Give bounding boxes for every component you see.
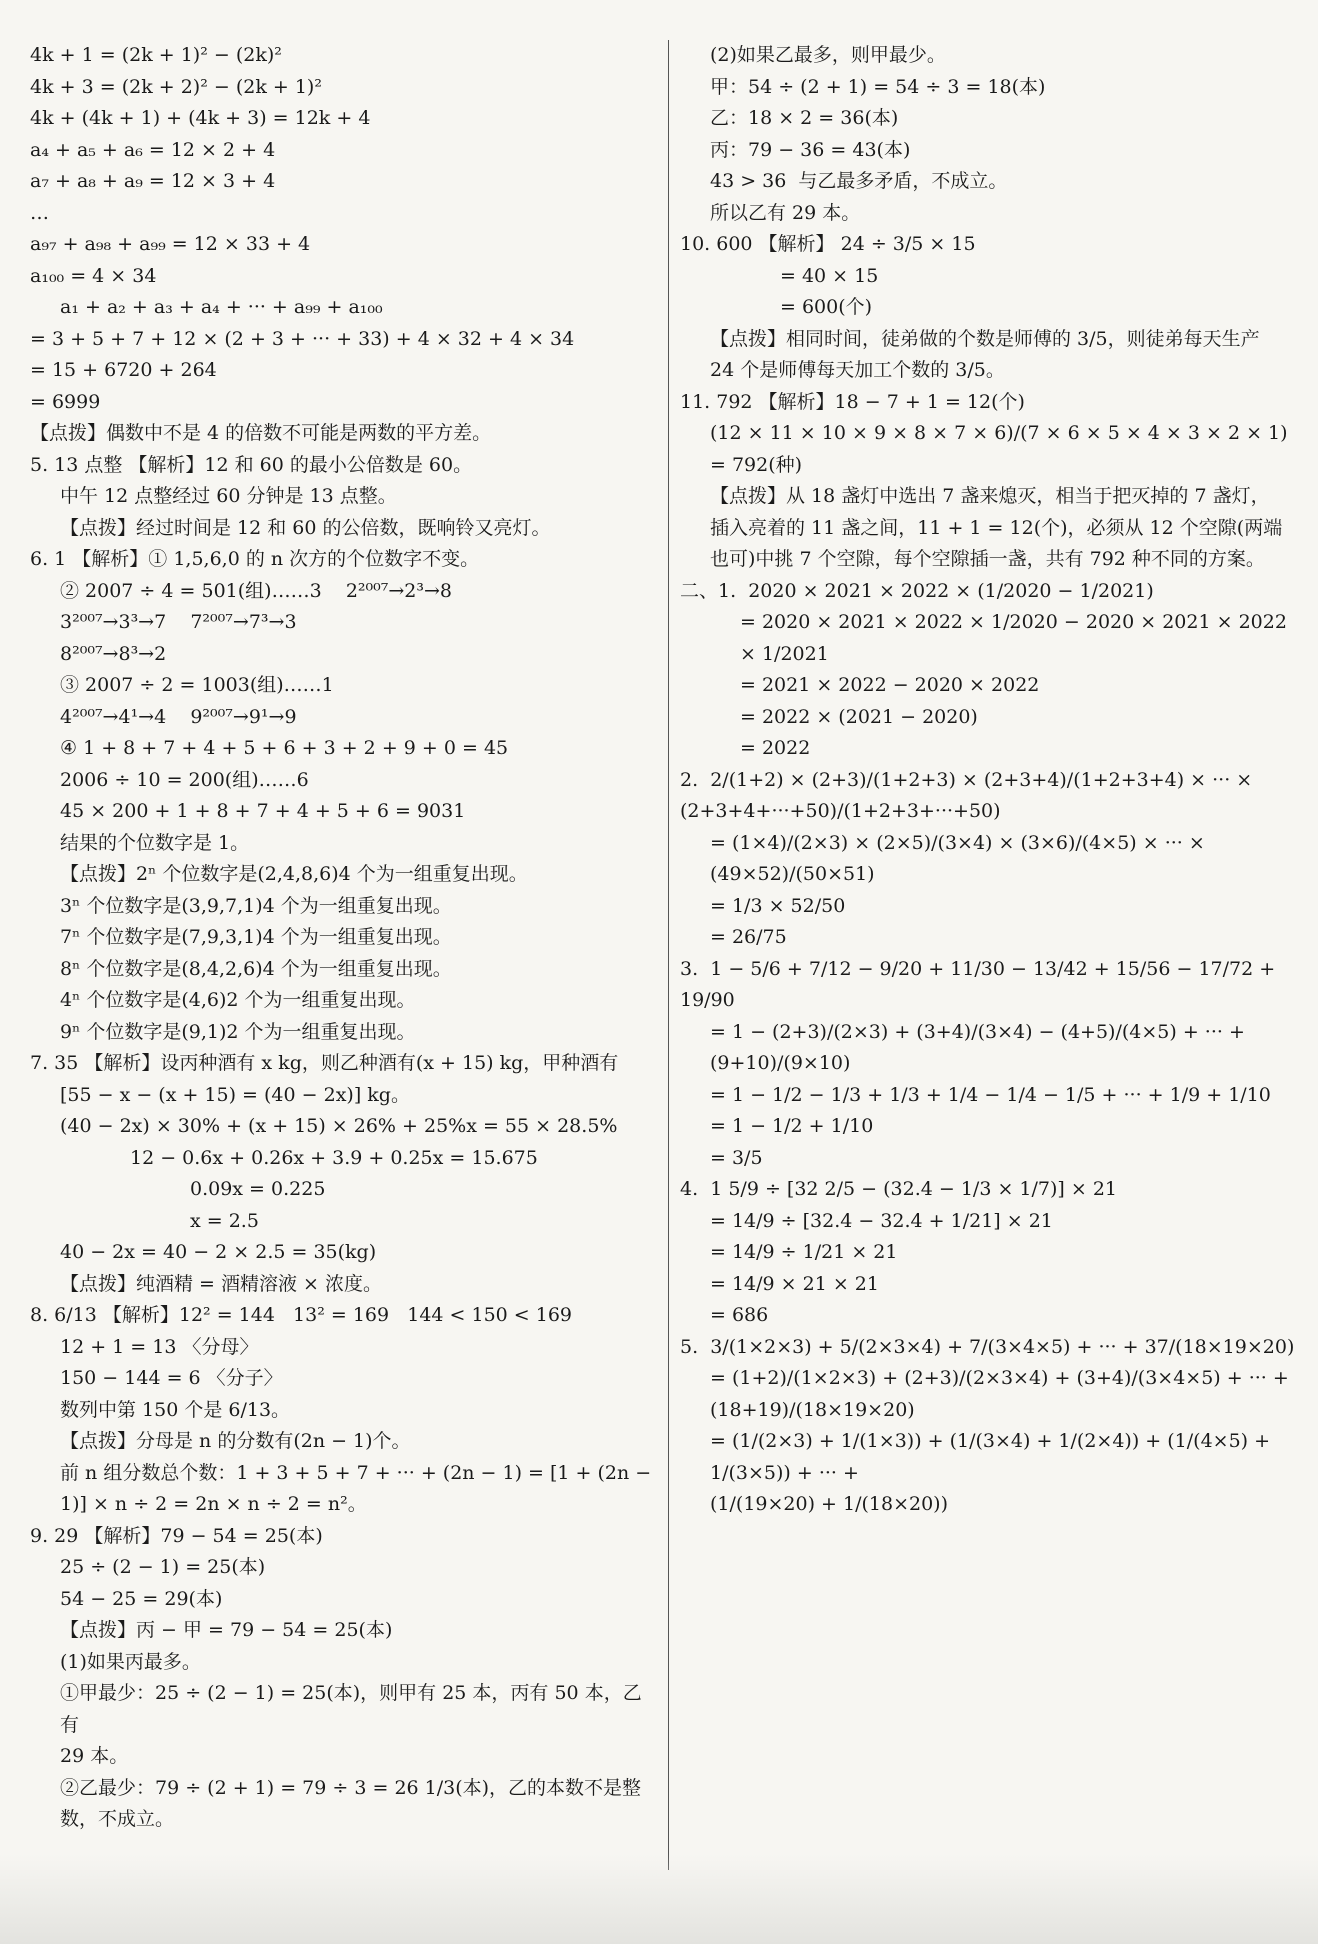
- text-line: (40 − 2x) × 30% + (x + 15) × 26% + 25%x = 55 × 28.5%: [60, 1115, 618, 1137]
- page-bottom-shadow: [0, 1854, 1318, 1944]
- text-line: (1)如果丙最多。: [60, 1650, 201, 1673]
- text-line: 1)] × n ÷ 2 = 2n × n ÷ 2 = n²。: [60, 1493, 367, 1515]
- text-line: = (1+2)/(1×2×3) + (2+3)/(2×3×4) + (3+4)/(3×4×5) + ··· + (18+19)/(18×19×20): [710, 1367, 1295, 1421]
- text-line: 4²⁰⁰⁷→4¹→4 9²⁰⁰⁷→9¹→9: [60, 705, 297, 728]
- text-line: 3ⁿ 个位数字是(3,9,7,1)4 个为一组重复出现。: [60, 894, 452, 917]
- text-line: = 1 − 1/2 + 1/10: [710, 1115, 874, 1137]
- text-line: 【点拨】经过时间是 12 和 60 的公倍数，既响铃又亮灯。: [60, 516, 551, 539]
- text-line: 【点拨】相同时间，徒弟做的个数是师傅的 3/5，则徒弟每天生产: [710, 327, 1260, 350]
- text-line: 7. 35 【解析】设丙种酒有 x kg，则乙种酒有(x + 15) kg，甲种酒有: [30, 1052, 619, 1074]
- text-line: 丙：79 − 36 = 43(本): [710, 138, 911, 161]
- text-line: 3. 1 − 5/6 + 7/12 − 9/20 + 11/30 − 13/42 + 15/56 − 17/72 + 19/90: [680, 957, 1282, 1011]
- text-line: 150 − 144 = 6 〈分子〉: [60, 1367, 283, 1389]
- text-line: …: [30, 201, 49, 224]
- text-line: 8ⁿ 个位数字是(8,4,2,6)4 个为一组重复出现。: [60, 957, 452, 980]
- text-line: x = 2.5: [190, 1209, 259, 1232]
- text-line: 也可)中挑 7 个空隙，每个空隙插一盏，共有 792 种不同的方案。: [710, 548, 1265, 570]
- text-line: (2)如果乙最多，则甲最少。: [710, 44, 946, 66]
- text-line: 5. 3/(1×2×3) + 5/(2×3×4) + 7/(3×4×5) + ··· + 37/(18×19×20): [680, 1335, 1295, 1358]
- text-line: 二、1. 2020 × 2021 × 2022 × (1/2020 − 1/2021): [680, 579, 1154, 602]
- text-line: 数，不成立。: [60, 1808, 175, 1830]
- text-line: = 1 − (2+3)/(2×3) + (3+4)/(3×4) − (4+5)/(4×5) + ··· + (9+10)/(9×10): [710, 1020, 1251, 1074]
- text-line: [55 − x − (x + 15) = (40 − 2x)] kg。: [60, 1083, 410, 1106]
- text-line: 3²⁰⁰⁷→3³→7 7²⁰⁰⁷→7³→3: [60, 611, 297, 633]
- text-line: ④ 1 + 8 + 7 + 4 + 5 + 6 + 3 + 2 + 9 + 0 = 45: [60, 737, 509, 759]
- text-line: 12 + 1 = 13 〈分母〉: [60, 1335, 259, 1358]
- text-line: = 1 − 1/2 − 1/3 + 1/3 + 1/4 − 1/4 − 1/5 + ··· + 1/9 + 1/10: [710, 1083, 1271, 1106]
- text-line: 4k + 1 = (2k + 1)² − (2k)²: [30, 44, 282, 66]
- text-line: a₁ + a₂ + a₃ + a₄ + ··· + a₉₉ + a₁₀₀: [60, 296, 383, 318]
- text-line: = 14/9 × 21 × 21: [710, 1272, 879, 1295]
- text-line: = 2022: [740, 737, 811, 759]
- text-line: (12 × 11 × 10 × 9 × 8 × 7 × 6)/(7 × 6 × 5 × 4 × 3 × 2 × 1) = 792(种): [710, 422, 1294, 476]
- text-line: = 686: [710, 1304, 769, 1326]
- text-line: 24 个是师傅每天加工个数的 3/5。: [710, 359, 1005, 381]
- text-line: = 6999: [30, 390, 101, 413]
- text-line: = 15 + 6720 + 264: [30, 359, 217, 381]
- text-line: ③ 2007 ÷ 2 = 1003(组)……1: [60, 674, 334, 696]
- text-line: 9ⁿ 个位数字是(9,1)2 个为一组重复出现。: [60, 1020, 416, 1043]
- text-line: a₇ + a₈ + a₉ = 12 × 3 + 4: [30, 170, 276, 192]
- text-line: 乙：18 × 2 = 36(本): [710, 107, 899, 129]
- text-line: 43 > 36 与乙最多矛盾，不成立。: [710, 170, 1008, 192]
- column-divider: [668, 40, 669, 1870]
- text-line: ①甲最少：25 ÷ (2 − 1) = 25(本)，则甲有 25 本，丙有 50 本，乙有: [60, 1682, 642, 1736]
- text-line: = (1/(2×3) + 1/(1×3)) + (1/(3×4) + 1/(2×4)) + (1/(4×5) + 1/(3×5)) + ··· +: [710, 1430, 1277, 1484]
- text-line: 2. 2/(1+2) × (2+3)/(1+2+3) × (2+3+4)/(1+2+3+4) × ··· × (2+3+4+···+50)/(1+2+3+···+50): [680, 768, 1259, 822]
- text-line: 4ⁿ 个位数字是(4,6)2 个为一组重复出现。: [60, 989, 416, 1011]
- text-line: 【点拨】纯酒精 = 酒精溶液 × 浓度。: [60, 1272, 382, 1295]
- text-line: = 14/9 ÷ 1/21 × 21: [710, 1241, 898, 1263]
- text-line: 25 ÷ (2 − 1) = 25(本): [60, 1556, 266, 1578]
- text-line: = 2021 × 2022 − 2020 × 2022: [740, 674, 1040, 696]
- text-line: = 14/9 ÷ [32.4 − 32.4 + 1/21] × 21: [710, 1209, 1053, 1232]
- text-line: 数列中第 150 个是 6/13。: [60, 1398, 291, 1421]
- text-line: a₁₀₀ = 4 × 34: [30, 264, 157, 287]
- text-line: = 3/5: [710, 1146, 763, 1169]
- text-line: 前 n 组分数总个数：1 + 3 + 5 + 7 + ··· + (2n − 1) = [1 + (2n −: [60, 1461, 652, 1484]
- text-line: = 2022 × (2021 − 2020): [740, 705, 978, 728]
- text-line: 结果的个位数字是 1。: [60, 831, 250, 854]
- text-line: 【点拨】2ⁿ 个位数字是(2,4,8,6)4 个为一组重复出现。: [60, 863, 528, 885]
- text-line: 【点拨】分母是 n 的分数有(2n − 1)个。: [60, 1430, 411, 1452]
- text-line: = 2020 × 2021 × 2022 × 1/2020 − 2020 × 2021 × 2022 × 1/2021: [740, 611, 1293, 665]
- text-line: 4. 1 5/9 ÷ [32 2/5 − (32.4 − 1/3 × 1/7)] × 21: [680, 1178, 1117, 1200]
- text-line: 【点拨】从 18 盏灯中选出 7 盏来熄灭，相当于把灭掉的 7 盏灯，: [710, 485, 1270, 507]
- right-column: [680, 40, 1305, 1521]
- text-line: (1/(19×20) + 1/(18×20)): [710, 1493, 949, 1515]
- text-line: 5. 13 点整 【解析】12 和 60 的最小公倍数是 60。: [30, 453, 473, 476]
- text-line: = (1×4)/(2×3) × (2×5)/(3×4) × (3×6)/(4×5) × ··· × (49×52)/(50×51): [710, 831, 1211, 885]
- text-line: 10. 600 【解析】 24 ÷ 3/5 × 15: [680, 233, 976, 255]
- text-line: = 26/75: [710, 926, 787, 948]
- text-line: 2006 ÷ 10 = 200(组)……6: [60, 768, 309, 791]
- text-line: 6. 1 【解析】① 1,5,6,0 的 n 次方的个位数字不变。: [30, 548, 480, 570]
- text-line: 54 − 25 = 29(本): [60, 1587, 223, 1610]
- text-line: 插入亮着的 11 盏之间，11 + 1 = 12(个)，必须从 12 个空隙(两端: [710, 516, 1283, 539]
- text-line: 29 本。: [60, 1745, 129, 1767]
- text-line: 所以乙有 29 本。: [710, 201, 861, 224]
- text-line: 4k + 3 = (2k + 2)² − (2k + 1)²: [30, 75, 322, 98]
- text-line: 12 − 0.6x + 0.26x + 3.9 + 0.25x = 15.675: [130, 1146, 538, 1169]
- text-line: = 40 × 15: [780, 264, 879, 287]
- text-line: 8²⁰⁰⁷→8³→2: [60, 642, 167, 665]
- text-line: = 1/3 × 52/50: [710, 894, 846, 917]
- text-line: 4k + (4k + 1) + (4k + 3) = 12k + 4: [30, 107, 371, 129]
- text-line: 11. 792 【解析】18 − 7 + 1 = 12(个): [680, 390, 1025, 413]
- text-line: 【点拨】丙 − 甲 = 79 − 54 = 25(本): [60, 1619, 393, 1641]
- text-line: 8. 6/13 【解析】12² = 144 13² = 169 144 < 150 < 169: [30, 1304, 573, 1326]
- left-column: [30, 40, 660, 1836]
- text-line: a₄ + a₅ + a₆ = 12 × 2 + 4: [30, 138, 276, 161]
- text-line: a₉₇ + a₉₈ + a₉₉ = 12 × 33 + 4: [30, 233, 311, 255]
- text-line: 45 × 200 + 1 + 8 + 7 + 4 + 5 + 6 = 9031: [60, 800, 466, 822]
- text-line: = 600(个): [780, 296, 873, 318]
- text-line: ② 2007 ÷ 4 = 501(组)……3 2²⁰⁰⁷→2³→8: [60, 579, 453, 602]
- text-line: 40 − 2x = 40 − 2 × 2.5 = 35(kg): [60, 1241, 377, 1263]
- text-line: 7ⁿ 个位数字是(7,9,3,1)4 个为一组重复出现。: [60, 926, 452, 948]
- text-line: 中午 12 点整经过 60 分钟是 13 点整。: [60, 485, 397, 507]
- text-line: ②乙最少：79 ÷ (2 + 1) = 79 ÷ 3 = 26 1/3(本)，乙的本数不是整: [60, 1776, 642, 1799]
- text-line: 0.09x = 0.225: [190, 1178, 326, 1200]
- text-line: 9. 29 【解析】79 − 54 = 25(本): [30, 1524, 323, 1547]
- text-line: 甲：54 ÷ (2 + 1) = 54 ÷ 3 = 18(本): [710, 75, 1046, 98]
- text-line: 【点拨】偶数中不是 4 的倍数不可能是两数的平方差。: [30, 422, 492, 444]
- text-line: = 3 + 5 + 7 + 12 × (2 + 3 + ··· + 33) + 4 × 32 + 4 × 34: [30, 327, 575, 350]
